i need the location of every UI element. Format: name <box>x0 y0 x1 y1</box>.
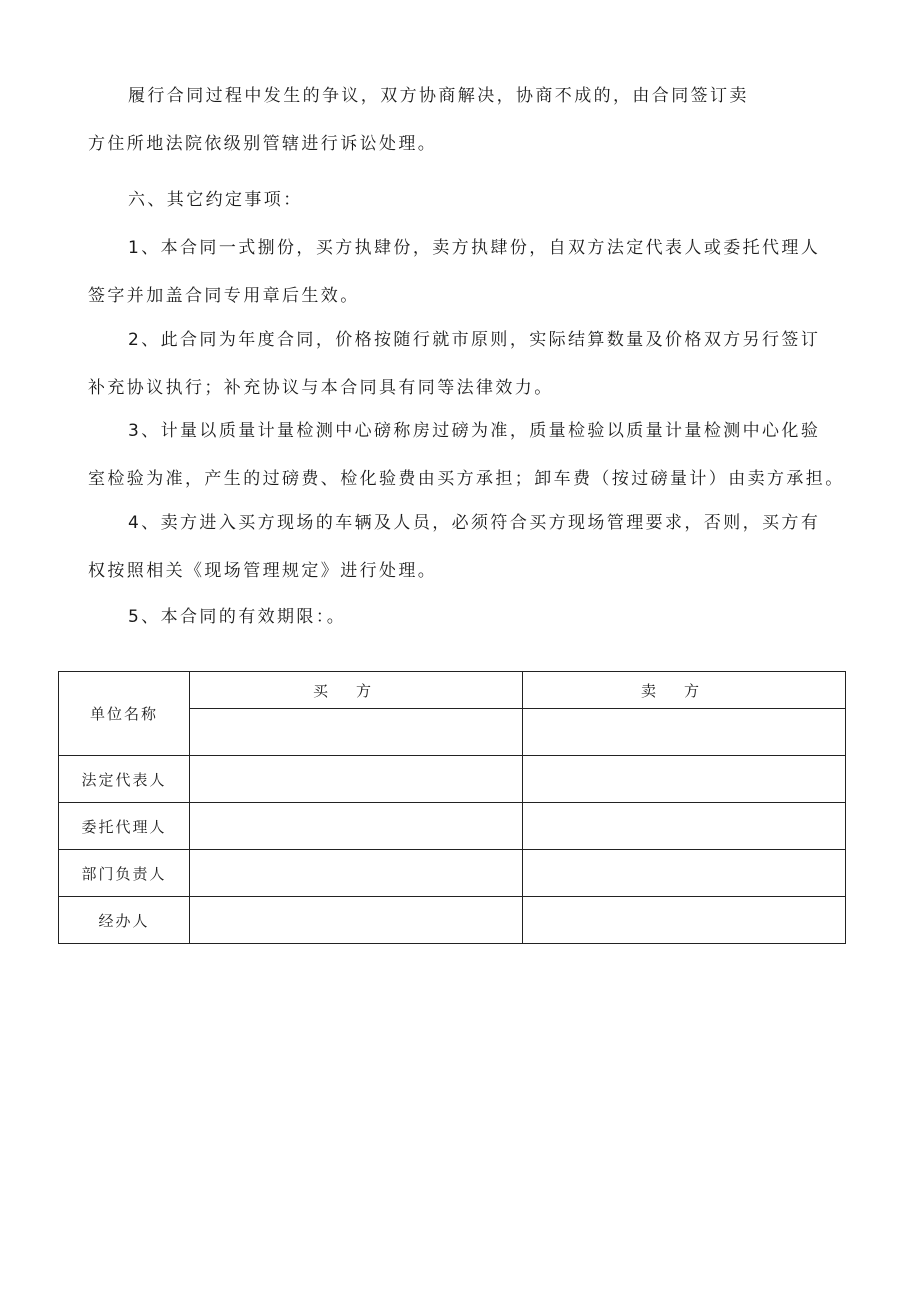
row-label-unit-name: 单位名称 <box>59 672 190 756</box>
item-4-line2: 权按照相关《现场管理规定》进行处理。 <box>88 561 438 581</box>
item-3-line1: 3、计量以质量计量检测中心磅称房过磅为准，质量检验以质量计量检测中心化验 <box>128 421 821 441</box>
table-row <box>59 803 846 850</box>
row-label-department-head: 部门负责人 <box>59 850 190 897</box>
buyer-unit-name-cell[interactable] <box>190 709 523 756</box>
seller-handler-cell[interactable] <box>523 897 846 944</box>
header-seller: 卖方 <box>523 672 846 709</box>
item-2-line1: 2、此合同为年度合同，价格按随行就市原则，实际结算数量及价格双方另行签订 <box>128 330 821 350</box>
item-3-line2: 室检验为准，产生的过磅费、检化验费由买方承担；卸车费（按过磅量计）由卖方承担。 <box>88 469 845 489</box>
item-4-line1: 4、卖方进入买方现场的车辆及人员，必须符合买方现场管理要求，否则，买方有 <box>128 513 821 533</box>
signature-table <box>58 671 846 944</box>
row-label-legal-representative: 法定代表人 <box>59 756 190 803</box>
item-2 <box>88 316 860 412</box>
item-2-line2: 补充协议执行；补充协议与本合同具有同等法律效力。 <box>88 378 554 398</box>
item-1 <box>88 224 860 320</box>
item-1-line2: 签字并加盖合同专用章后生效。 <box>88 286 360 306</box>
seller-department-head-cell[interactable] <box>523 850 846 897</box>
item-3 <box>88 407 860 503</box>
table-row <box>59 897 846 944</box>
header-buyer: 买方 <box>190 672 523 709</box>
buyer-department-head-cell[interactable] <box>190 850 523 897</box>
signature-table-header <box>59 672 846 709</box>
seller-legal-representative-cell[interactable] <box>523 756 846 803</box>
dispute-clause-line1: 履行合同过程中发生的争议，双方协商解决，协商不成的，由合同签订卖 <box>128 86 749 106</box>
table-row <box>59 756 846 803</box>
section-6-title: 六、其它约定事项： <box>128 190 303 210</box>
item-1-line1: 1、本合同一式捌份，买方执肆份，卖方执肆份，自双方法定代表人或委托代理人 <box>128 238 821 258</box>
item-4 <box>88 499 860 595</box>
seller-unit-name-cell[interactable] <box>523 709 846 756</box>
row-label-handler: 经办人 <box>59 897 190 944</box>
item-5: 5、本合同的有效期限：。 <box>128 607 347 627</box>
seller-authorized-agent-cell[interactable] <box>523 803 846 850</box>
dispute-clause <box>88 72 860 168</box>
buyer-authorized-agent-cell[interactable] <box>190 803 523 850</box>
buyer-handler-cell[interactable] <box>190 897 523 944</box>
table-row <box>59 850 846 897</box>
dispute-clause-line2: 方住所地法院依级别管辖进行诉讼处理。 <box>88 134 438 154</box>
buyer-legal-representative-cell[interactable] <box>190 756 523 803</box>
row-label-authorized-agent: 委托代理人 <box>59 803 190 850</box>
